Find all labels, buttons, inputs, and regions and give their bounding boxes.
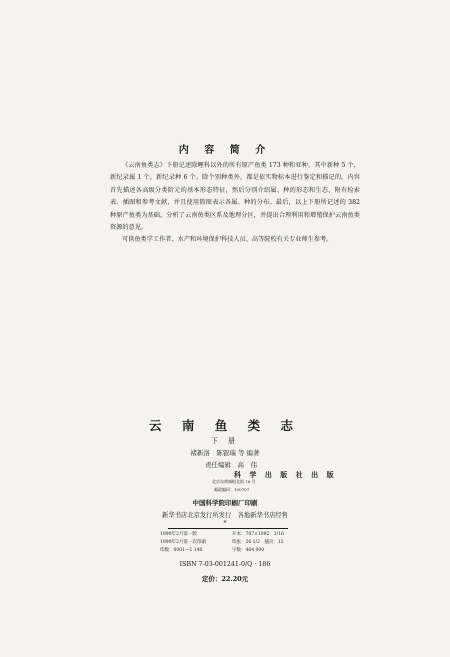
spec-printing: 1990年2月第一次印刷	[160, 540, 206, 545]
volume-label: 下 册	[210, 437, 240, 445]
publication-specs	[160, 531, 310, 555]
distributor: 新华书店北京发行所发行 各地新华书店经售	[162, 512, 288, 519]
spec-row	[160, 539, 310, 547]
spec-row	[160, 547, 310, 555]
publisher-address: 北京东黄城根北街 16 号	[212, 479, 256, 484]
responsible-editor: 责任编辑 高 伟	[205, 461, 257, 469]
spec-edition: 1990年2月第一版	[160, 532, 197, 537]
price: 定价：22.20元	[201, 575, 249, 583]
authors: 褚新洛 陈银瑞 等 编著	[190, 449, 260, 457]
spec-row	[160, 531, 310, 539]
spec-format: 开本：787×1092 1/16	[232, 532, 284, 537]
intro-body	[110, 160, 360, 247]
separator-star: *	[223, 520, 227, 527]
publisher: 科 学 出 版 社 出 版	[234, 470, 337, 479]
intro-paragraph: 可供鱼类学工作者、水产和环境保护科技人员、高等院校有关专业师生参考。	[122, 236, 333, 244]
spec-sheets: 印张：26 1/2 插页：12	[232, 540, 284, 545]
spec-print-run: 印数：0001—1 140	[160, 548, 203, 553]
book-title: 云 南 鱼 类 志	[149, 418, 301, 433]
divider-line	[168, 528, 288, 529]
isbn: ISBN 7-03-001241-0/Q · 186	[179, 561, 271, 568]
postcode: 邮政编码：100707	[214, 487, 250, 492]
printer: 中国科学院印刷厂印刷	[192, 499, 258, 507]
intro-paragraph: 《云南鱼类志》下册记述除鲤科以外的所有原产鱼类 173 种和亚种，其中新种 5 个，新纪录属 1 个，新纪录种 6 个。除个别种类外，都是依实物标本进行鉴定和描记的。内容首先描述各高级分类阶元的基本形态特征，然后分别介绍属、种的形态和生态，附有检索表、插图和参考文献，并且使用简图表示各属、种的分布。最后，以上下册所记述的 382 种原产鱼类为基础，分析了云南鱼类区系及地理分区，并提出合理利用和增殖保护云南鱼类资源的意见。	[110, 162, 360, 232]
spec-word-count: 字数：464 000	[232, 548, 265, 553]
intro-heading: 内 容 简 介	[178, 145, 272, 156]
